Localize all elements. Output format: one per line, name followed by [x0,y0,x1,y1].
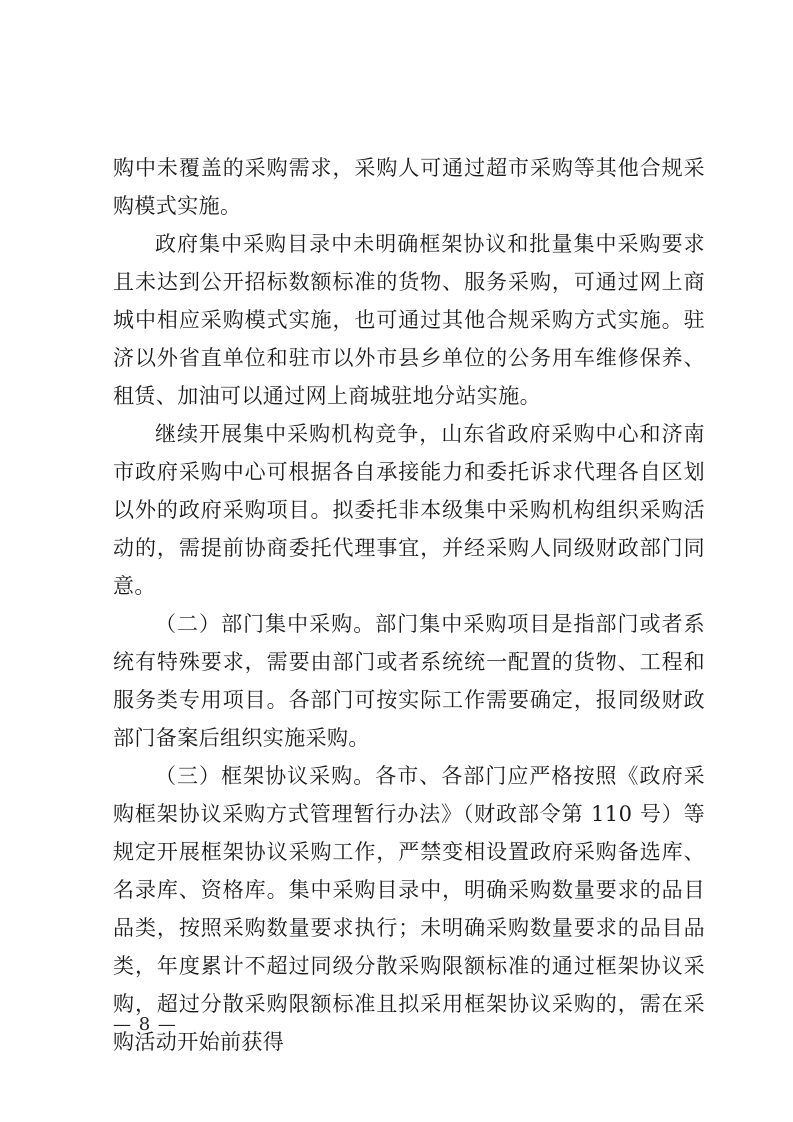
paragraph-4: （二）部门集中采购。部门集中采购项目是指部门或者系统有特殊要求，需要由部门或者系统统一配置的货物、工程和服务类专用项目。各部门可按实际工作需要确定，报同级财政部门备案后组织实施采购。 [113,612,705,750]
paragraph-5: （三）框架协议采购。各市、各部门应严格按照《政府采购框架协议采购方式管理暂行办法》（财政部令第 110 号）等规定开展框架协议采购工作，严禁变相设置政府采购备选库、名录库、资格库。集中采购目录中，明确采购数量要求的品目品类，按照采购数量要求执行；未明确采购数量要求的品目品类，年度累计不超过同级分散采购限额标准的通过框架协议采购，超过分散采购限额标准且拟采用框架协议采购的，需在采购活动开始前获得 [113,764,705,1054]
paragraph-3: 继续开展集中采购机构竞争，山东省政府采购中心和济南市政府采购中心可根据各自承接能力和委托诉求代理各自区划以外的政府采购项目。拟委托非本级集中采购机构组织采购活动的，需提前协商委托代理事宜，并经采购人同级财政部门同意。 [113,422,705,598]
page-number: — 8 — [113,1014,177,1035]
paragraph-2: 政府集中采购目录中未明确框架协议和批量集中采购要求且未达到公开招标数额标准的货物、服务采购，可通过网上商城中相应采购模式实施，也可通过其他合规采购方式实施。驻济以外省直单位和驻市以外市县乡单位的公务用车维修保养、租赁、加油可以通过网上商城驻地分站实施。 [113,232,705,408]
paragraph-1: 购中未覆盖的采购需求，采购人可通过超市采购等其他合规采购模式实施。 [113,156,705,218]
document-body [113,149,705,1061]
